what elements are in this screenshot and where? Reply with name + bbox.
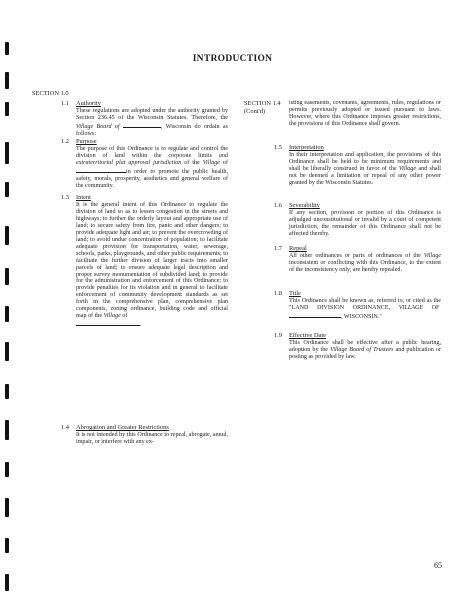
fill-in-blank [123, 122, 161, 128]
page-number: 65 [434, 561, 442, 570]
fill-in-blank [76, 167, 126, 173]
subsection-number: 1.3 [61, 194, 69, 201]
subsection-heading: Intent [76, 194, 91, 201]
subsection-body: It is the general intent of this Ordinance to regulate the division of land so as to lessen congestion in the streets and highways; to further the orderly layout and appropriate use of land; to secure safety from fire, panic and other dangers; to provide adequate light and air; to prevent the overcrowding of land; to avoid undue concentration of population; to facilitate adequate provision for transportation, water, sewerage, schools, parks, playgrounds, and other public requirements; to facilitate the further division of larger tracts into smaller parcels of land; to ensure adequate legal description and proper survey monumentation of subdivided land; to provide for the administration and enforcement of this Ordinance; to provide penalties for its violation and in general to facilitate enforcement of community development standards as set forth in the comprehensive plan, comprehensive plan components, zoning ordinance, building code and official map of the Village of . [76, 202, 228, 329]
subsection-heading: Effective Date [289, 332, 326, 339]
subsection-heading: Interpretation [289, 144, 324, 151]
subsection-heading: Authority [76, 100, 101, 107]
subsection-heading: Repeal [289, 245, 307, 252]
subsection-body: In their interpretation and application, the provisions of this Ordinance shall be held to be minimum requirements and shall be liberally construed in favor of the Village and shall not be deemed a limitation or repeal of any other power granted by the Wisconsin Statutes. [289, 152, 442, 186]
subsection-number: 1.5 [274, 144, 282, 151]
subsection-heading: Abrogation and Greater Restrictions [76, 424, 169, 431]
subsection-number: 1.1 [61, 100, 69, 107]
subsection-number: 1.9 [274, 332, 282, 339]
fill-in-blank [76, 320, 140, 326]
subsection-body: It is not intended by this Ordinance to repeal, abrogate, annul, impair, or interfere with any ex- [76, 432, 228, 445]
subsection-body: This Ordinance shall be known as, referred to, or cited as the "LAND DIVISION ORDINANCE, VILLAGE OF , WISCONSIN." [289, 298, 441, 320]
subsection-body-continued: isting easements, covenants, agreements, rules, regulations or permits previously adopted or issued pursuant to laws. However, where this Ordinance imposes greater restrictions, the provisions of this Ordinance shall govern. [289, 100, 441, 127]
fill-in-blank [289, 312, 341, 318]
page-title: INTRODUCTION [192, 54, 273, 64]
subsection-number: 1.2 [61, 138, 69, 145]
subsection-number: 1.7 [274, 245, 282, 252]
subsection-body: This Ordinance shall be effective after a public hearing, adoption by the Village Board of Trustees and publication or posting as provided by law. [289, 340, 441, 360]
subsection-heading: Purpose [76, 138, 97, 145]
subsection-number: 1.6 [274, 202, 282, 209]
binding-marks [5, 0, 13, 600]
subsection-heading: Title [289, 290, 301, 297]
continued-label: (Cont'd) [244, 108, 266, 115]
subsection-number: 1.4 [61, 424, 69, 431]
subsection-number: 1.8 [274, 290, 282, 297]
section-label-continued: SECTION 1.4 [244, 100, 281, 107]
subsection-heading: Severability [289, 202, 320, 209]
subsection-body: If any section, provision or portion of this Ordinance is adjudged unconstitutional or invalid by a court of competent jurisdiction, the remainder of this Ordinance shall not be affected thereby. [289, 210, 441, 237]
subsection-body: These regulations are adopted under the authority granted by Section 236.45 of the Wisconsin Statutes. Therefore, the Village Board of , Wisconsin do ordain as follows: [76, 108, 228, 137]
subsection-body: All other ordinances or parts of ordinances of the Village inconsistent or conflicting with this Ordinance, to the extent of the inconsistency only, are hereby repealed. [289, 253, 441, 273]
section-label: SECTION 1.0 [32, 90, 69, 97]
subsection-body: The purpose of this Ordinance is to regulate and control the division of land within the corporate limits and extraterritorial plat approval jurisdiction of the Village of in order to promote the public health, safety, morals, prosperity, aesthetics and general welfare of the community. [76, 146, 228, 189]
